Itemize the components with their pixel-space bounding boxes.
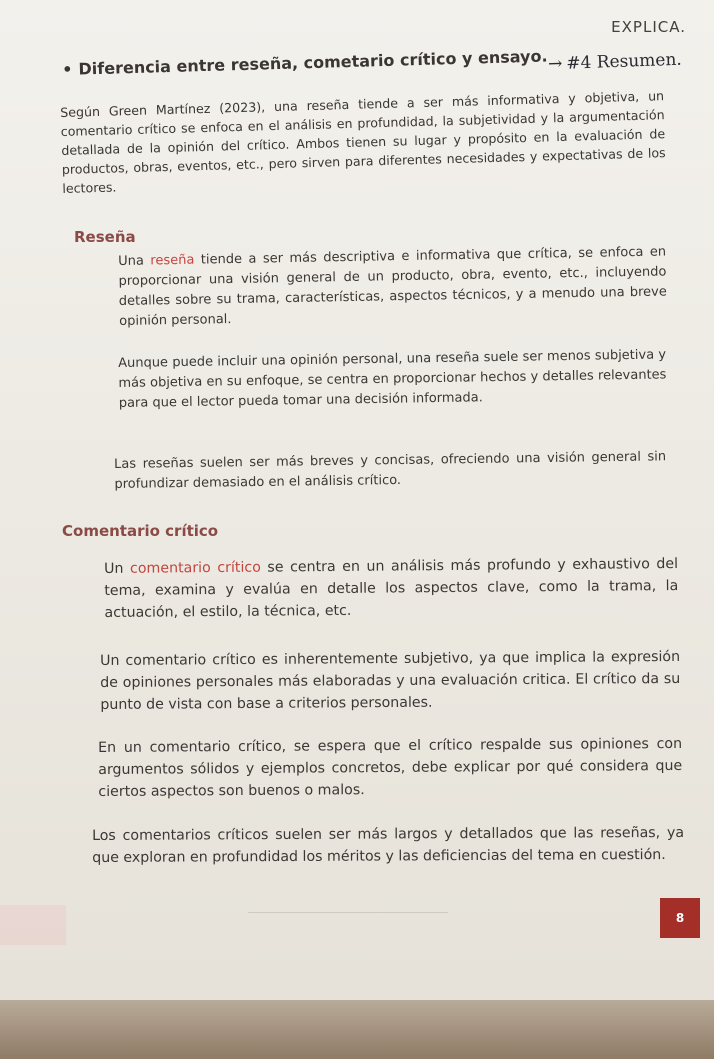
table-surface — [0, 1000, 714, 1059]
handwritten-note — [548, 50, 682, 75]
bullet-icon: • — [62, 59, 73, 79]
main-heading-text: Diferencia entre reseña, cometario crítico y ensayo. — [78, 46, 548, 79]
resena-p1-before: Una — [118, 253, 151, 269]
resena-paragraph-2: Aunque puede incluir una opinión personal, una reseña suele ser menos subjetiva y más objetiva en su enfoque, se centra en proporcionar hechos y detalles relevantes para que el lector pueda tomar una decisión informada. — [118, 347, 667, 411]
main-heading — [62, 46, 548, 79]
handwritten-note-text: #4 Resumen. — [565, 49, 683, 74]
decorative-corner-block — [0, 905, 66, 945]
intro-paragraph: Según Green Martínez (2023), una reseña tiende a ser más informativa y objetiva, un comentario crítico se enfoca en el análisis en profundidad, la subjetividad y la argumentación detallada de la opinión del crítico. Ambos tienen su lugar y propósito en la evaluación de productos, obras, eventos, etc., pero sirven para diferentes necesidades y expectativas de los lectores. — [60, 88, 666, 196]
comentario-p1-after: se centra en un análisis más profundo y exhaustivo del tema, examina y evalúa en detalle los aspectos clave, como la trama, la actuación, el estilo, la técnica, etc. — [104, 555, 679, 621]
comentario-paragraph-3: En un comentario crítico, se espera que el crítico respalde sus opiniones con argumentos sólidos y ejemplos concretos, debe explicar por qué considera que ciertos aspectos son buenos o malos. — [98, 735, 683, 800]
comentario-heading: Comentario crítico — [62, 522, 219, 540]
comentario-keyword: comentario crítico — [129, 559, 261, 577]
comentario-paragraph-1 — [104, 553, 679, 624]
resena-keyword: reseña — [150, 252, 195, 269]
comentario-paragraph-2: Un comentario crítico es inherentemente subjetivo, ya que implica la expresión de opiniones personales más elaboradas y una evaluación critica. El crítico da su punto de vista con base a criterios personales. — [100, 648, 681, 713]
page-number: 8 — [660, 898, 700, 938]
resena-p1-after: tiende a ser más descriptiva e informativa que crítica, se enfoca en proporcionar una visión general de un producto, obra, evento, etc., incluyendo detalles sobre su trama, características, aspectos técnicos, y a menudo una breve opinión personal. — [118, 244, 667, 329]
comentario-paragraph-4: Los comentarios críticos suelen ser más largos y detallados que las reseñas, ya que exploran en profundidad los méritos y las deficiencias del tema en cuestión. — [92, 824, 685, 866]
arrow-icon: → — [547, 53, 563, 75]
resena-paragraph-1 — [118, 242, 667, 332]
resena-paragraph-3: Las reseñas suelen ser más breves y concisas, ofreciendo una visión general sin profundizar demasiado en el análisis crítico. — [114, 449, 667, 492]
resena-heading: Reseña — [74, 228, 136, 246]
comentario-p1-before: Un — [104, 560, 131, 577]
section-label: EXPLICA. — [611, 18, 686, 36]
footer-divider — [248, 912, 448, 913]
